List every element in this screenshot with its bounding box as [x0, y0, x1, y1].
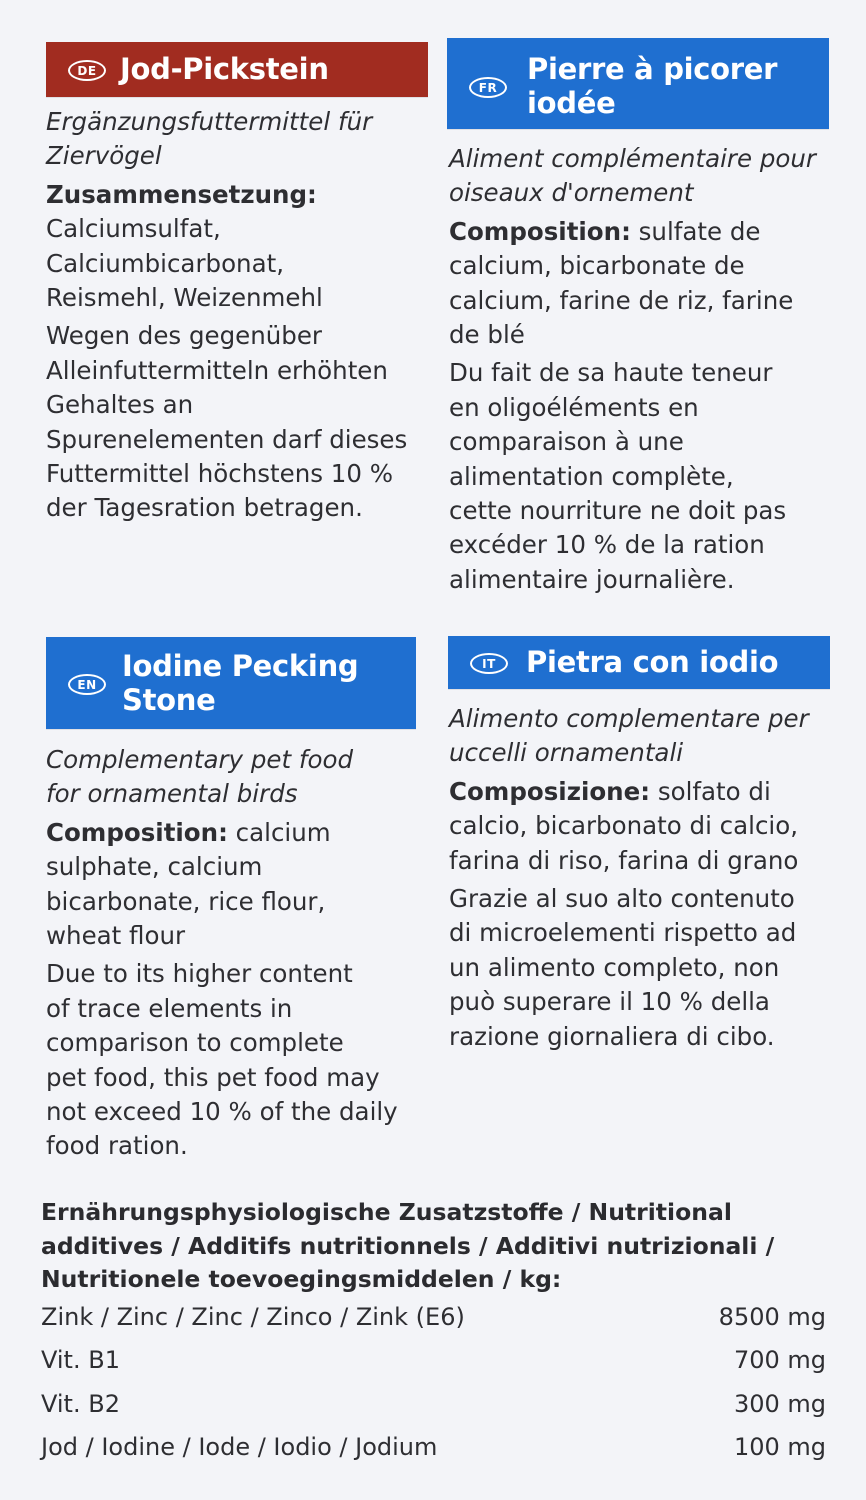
en-composition-start: calcium: [227, 817, 331, 847]
en-header: [46, 637, 416, 729]
it-header: [448, 636, 830, 689]
it-note-line: un alimento completo, non: [449, 952, 780, 982]
it-subtitle-line: uccelli ornamentali: [449, 738, 684, 768]
de-language-badge: DE: [68, 60, 106, 81]
it-composition-first-line: [449, 775, 849, 809]
fr-subtitle-line: Aliment complémentaire pour: [449, 144, 816, 173]
fr-header: [447, 38, 829, 129]
fr-body: [449, 142, 849, 597]
nutrition-row-zinc: [41, 1300, 826, 1334]
en-composition-line: bicarbonate, rice flour,: [46, 886, 326, 916]
en-note-line: not exceed 10 % of the daily: [46, 1097, 398, 1127]
fr-composition-line: de blé: [449, 320, 525, 350]
en-composition-label: Composition:: [46, 817, 228, 847]
fr-note-line: excéder 10 % de la ration: [449, 530, 765, 560]
en-subtitle-line: Complementary pet food: [46, 745, 354, 774]
nutrient-name: Vit. B2: [41, 1390, 120, 1418]
de-note-line: der Tagesration betragen.: [46, 493, 363, 523]
nutrition-heading-line: Nutritionele toevoegingsmiddelen / kg:: [41, 1265, 562, 1293]
it-language-badge: IT: [470, 653, 508, 674]
fr-note-line: alimentaire journalière.: [449, 564, 735, 594]
de-subtitle-line: Ziervögel: [46, 141, 162, 171]
fr-language-badge: FR: [469, 77, 507, 98]
en-language-badge: EN: [68, 674, 106, 695]
de-note-line: Futtermittel höchstens 10 %: [46, 459, 394, 489]
it-note-line: di microelementi rispetto ad: [449, 918, 797, 948]
nutrient-amount: 100 mg: [733, 1433, 826, 1461]
it-composition-label: Composizione:: [449, 776, 651, 806]
nutrition-heading-line: additives / Additifs nutritionnels / Additivi nutrizionali /: [41, 1231, 775, 1260]
it-note-line: razione giornaliera di cibo.: [449, 1021, 775, 1051]
de-note-line: Alleinfuttermitteln erhöhten: [46, 355, 388, 385]
fr-composition-first-line: [449, 215, 849, 249]
nutrient-name: Zink / Zinc / Zinc / Zinco / Zink (E6): [41, 1303, 465, 1331]
it-title: Pietra con iodio: [526, 645, 779, 679]
de-composition-line: Calciumbicarbonat,: [46, 248, 284, 278]
de-body: [46, 105, 436, 526]
it-composition-line: farina di riso, farina di grano: [449, 845, 799, 875]
de-composition-label: Zusammensetzung:: [46, 179, 317, 209]
de-note-line: Gehaltes an: [46, 390, 194, 420]
nutrition-row-iodine: [41, 1430, 826, 1464]
it-note-line: può superare il 10 % della: [449, 987, 770, 1017]
nutrition-row-vit-b2: [41, 1387, 826, 1421]
en-title-line: Iodine Pecking: [122, 649, 359, 683]
nutrient-amount: 700 mg: [733, 1346, 826, 1374]
en-body: [46, 743, 436, 1164]
fr-title-line: iodée: [527, 86, 616, 120]
de-header: [46, 42, 428, 97]
fr-title-line: Pierre à picorer: [527, 52, 778, 86]
en-note-line: food ration.: [46, 1131, 188, 1161]
en-note-line: comparison to complete: [46, 1028, 344, 1058]
fr-composition-line: calcium, farine de riz, farine: [449, 285, 794, 315]
it-subtitle-line: Alimento complementare per: [449, 704, 809, 733]
de-composition-line: Calciumsulfat,: [46, 214, 221, 244]
nutrition-heading: [41, 1196, 841, 1297]
de-note-line: Wegen des gegenüber: [46, 321, 322, 351]
en-title-line: Stone: [122, 683, 216, 717]
it-body: [449, 702, 849, 1054]
de-subtitle-line: Ergänzungsfuttermittel für: [46, 107, 373, 136]
fr-note-line: Du fait de sa haute teneur: [449, 358, 773, 388]
de-composition-line: Reismehl, Weizenmehl: [46, 283, 323, 313]
en-note-line: Due to its higher content: [46, 959, 353, 989]
fr-note-line: alimentation complète,: [449, 461, 734, 491]
fr-composition-start: sulfate de: [630, 216, 761, 246]
fr-composition-label: Composition:: [449, 216, 631, 246]
en-note-line: pet food, this pet food may: [46, 1062, 380, 1092]
nutrient-name: Jod / Iodine / Iode / Iodio / Jodium: [41, 1433, 438, 1461]
fr-subtitle-line: oiseaux d'ornement: [449, 178, 694, 208]
en-composition-line: wheat flour: [46, 921, 186, 951]
en-composition-first-line: [46, 816, 436, 850]
it-composition-line: calcio, bicarbonato di calcio,: [449, 811, 799, 841]
en-note-line: of trace elements in: [46, 993, 293, 1023]
de-title: Jod-Pickstein: [120, 52, 329, 86]
fr-note-line: comparaison à une: [449, 427, 684, 457]
it-note-line: Grazie al suo alto contenuto: [449, 884, 795, 914]
fr-note-line: cette nourriture ne doit pas: [449, 496, 787, 526]
fr-note-line: en oligoéléments en: [449, 392, 699, 422]
nutrient-name: Vit. B1: [41, 1346, 120, 1374]
nutrition-row-vit-b1: [41, 1343, 826, 1377]
nutrition-heading-line: Ernährungsphysiologische Zusatzstoffe / Nutritional: [41, 1198, 732, 1226]
en-subtitle-line: for ornamental birds: [46, 779, 298, 809]
nutrient-amount: 8500 mg: [718, 1303, 826, 1331]
it-composition-start: solfato di: [650, 776, 771, 806]
fr-composition-line: calcium, bicarbonate de: [449, 251, 745, 281]
en-composition-line: sulphate, calcium: [46, 852, 263, 882]
de-note-line: Spurenelementen darf dieses: [46, 424, 408, 454]
nutrient-amount: 300 mg: [733, 1390, 826, 1418]
